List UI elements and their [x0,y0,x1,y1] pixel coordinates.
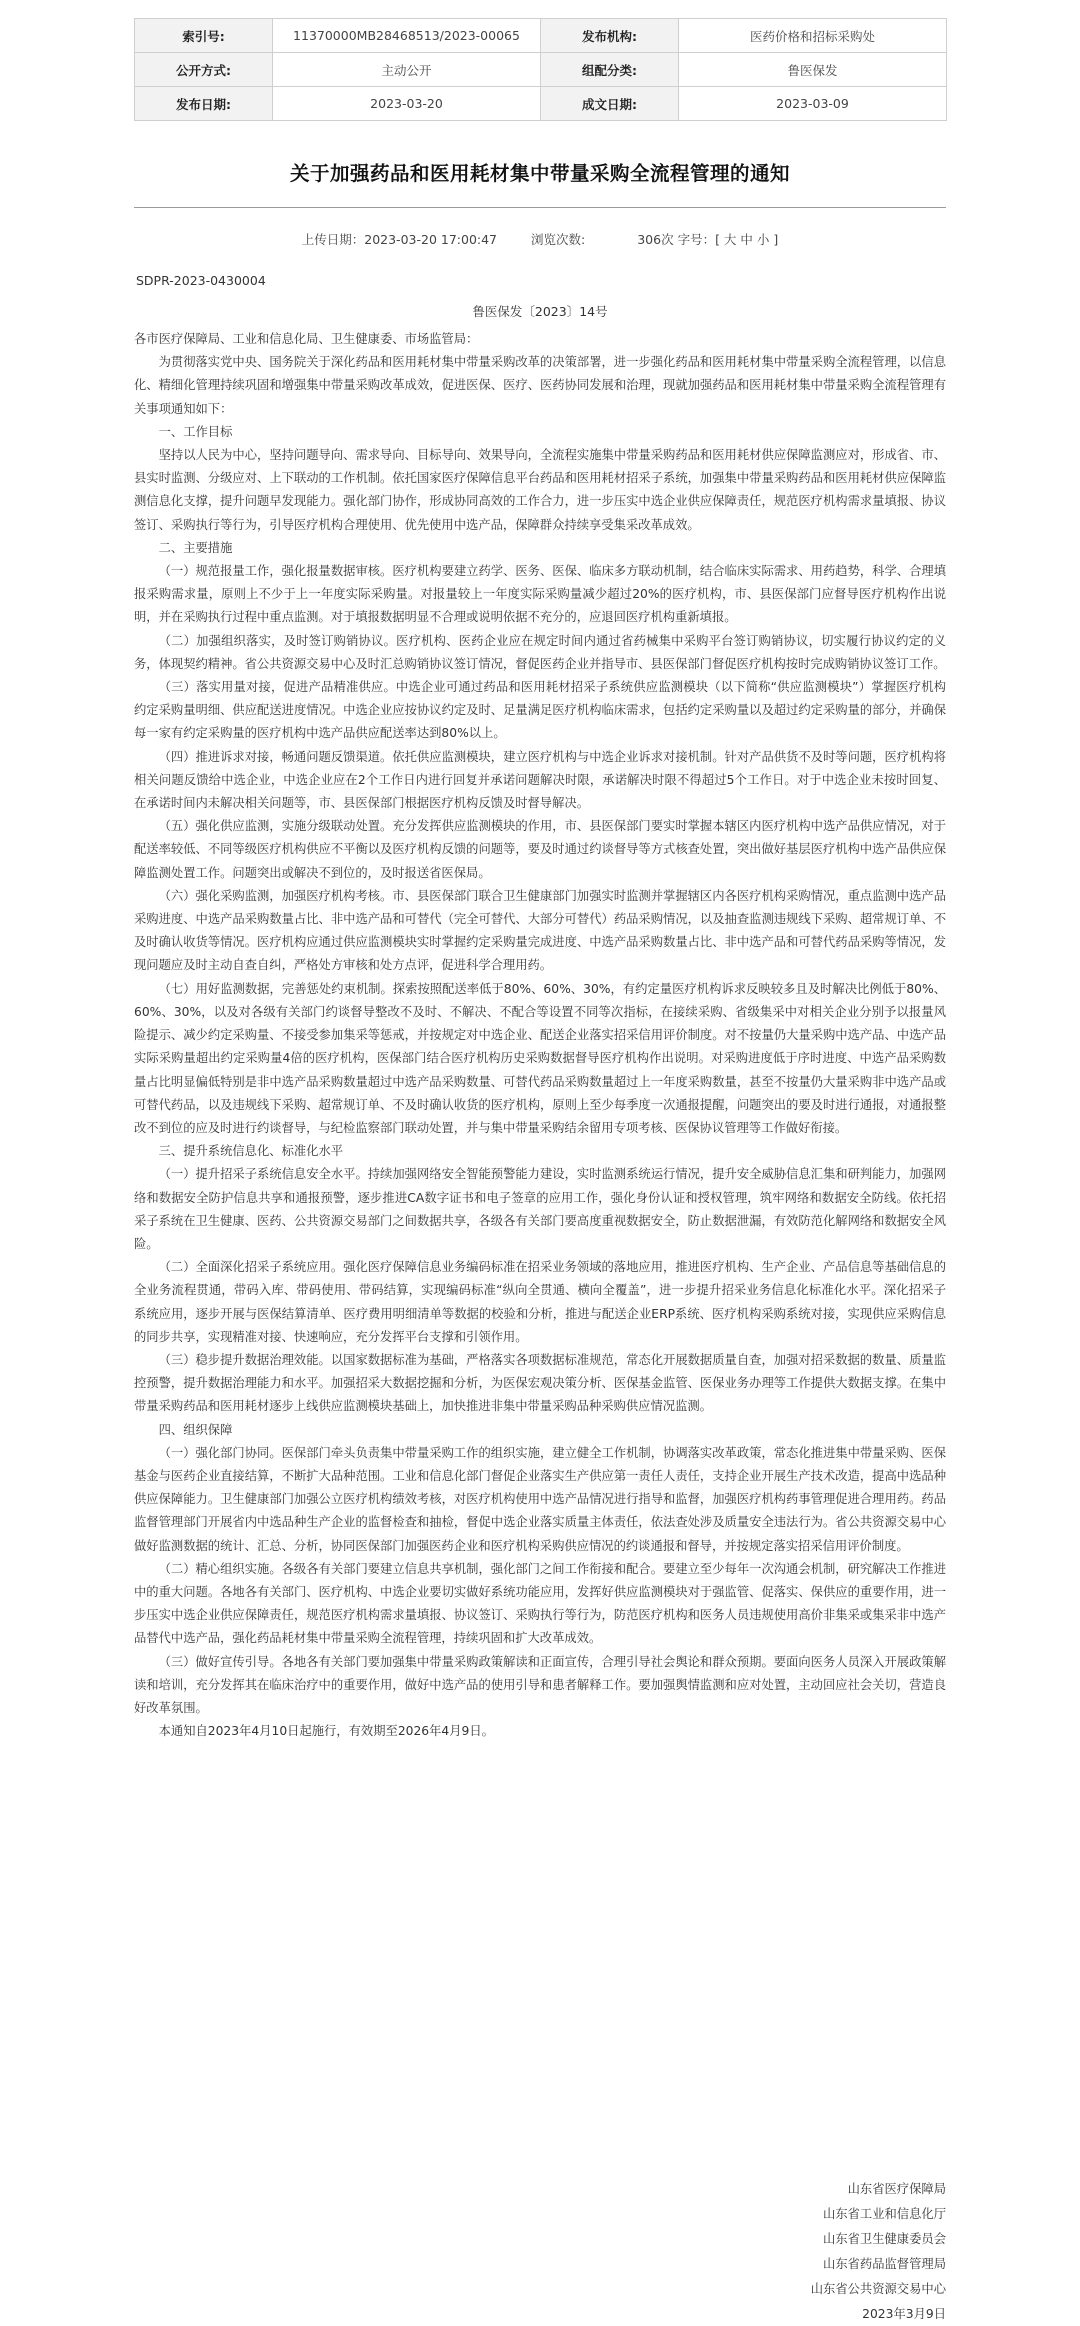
createdate-label: 成文日期: [541,87,679,121]
article-body [134,328,946,1743]
paragraph: （七）用好监测数据，完善惩处约束机制。探索按照配送率低于80%、60%、30%，有约定量医疗机构诉求反映较多且及时解决比例低于80%、60%、30%，以及对各级有关部门约谈督导整改不及时、不解决、不配合等设置不同等次指标，在接续采购、省级集采中对相关企业分别予以报量风险提示、减少约定采购量、不接受参加集采等惩戒，并按规定对中选企业、配送企业落实招采信用评价制度。对不按量仍大量采购中选产品、中选产品实际采购量超出约定采购量4倍的医疗机构，医保部门结合医疗机构历史采购数据督导医疗机构作出说明。对采购进度低于序时进度、中选产品采购数量占比明显偏低特别是非中选产品采购数量超过中选产品采购数量、可替代药品采购数量超过上一年度采购数量，甚至不按量仍大量采购非中选产品或可替代药品，以及违规线下采购、超常规订单、不及时确认收货的医疗机构，原则上至少每季度一次通报提醒，问题突出的要及时进行通报，对通报整改不到位的应及时进行约谈督导，与纪检监察部门联动处置，并与集中带量采购结余留用专项考核、医保协议管理等工作做好衔接。 [134,981,946,1135]
document-code: SDPR-2023-0430004 [136,273,266,288]
views-count: 306次 [637,232,674,247]
views-label: 浏览次数: [531,232,586,247]
createdate-value: 2023-03-09 [679,87,947,121]
paragraph: （三）落实用量对接，促进产品精准供应。中选企业可通过药品和医用耗材招采子系统供应监测模块（以下简称“供应监测模块”）掌握医疗机构约定采购量明细、供应配送进度情况。中选企业应按协议约定及时、足量满足医疗机构临床需求，包括约定采购量以及超过约定采购量的部分，并确保每一家有约定采购量的医疗机构中选产品供应配送率达到80%以上。 [134,680,946,741]
section-heading: 三、提升系统信息化、标准化水平 [158,1144,344,1159]
paragraph: （六）强化采购监测，加强医疗机构考核。市、县医保部门联合卫生健康部门加强实时监测并掌握辖区内各医疗机构采购情况，重点监测中选产品采购进度、中选产品采购数量占比、非中选产品和可替代（完全可替代、大部分可替代）药品采购情况，以及抽查监测违规线下采购、超常规订单、不及时确认收货等情况。医疗机构应通过供应监测模块实时掌握约定采购量完成进度、中选产品采购数量占比、非中选产品和可替代药品采购等情况，发现问题应及时主动自查自纠，严格处方审核和处方点评，促进科学合理用药。 [134,888,946,973]
open-label: 公开方式: [135,53,273,87]
page-title: 关于加强药品和医用耗材集中带量采购全流程管理的通知 [289,162,790,185]
signature-block [811,2177,946,2326]
section-heading: 一、工作目标 [158,424,233,439]
pubdate-label: 发布日期: [135,87,273,121]
section-heading: 二、主要措施 [158,540,233,555]
font-size-switcher[interactable]: 字号：[ 大 中 小 ] [677,232,779,247]
paragraph: （四）推进诉求对接，畅通问题反馈渠道。依托供应监测模块，建立医疗机构与中选企业诉求对接机制。针对产品供货不及时等问题，医疗机构将相关问题反馈给中选企业，中选企业应在2个工作日内进行回复并承诺问题解决时限，承诺解决时限不得超过5个工作日。对于中选企业未按时回复、在承诺时间内未解决相关问题等，市、县医保部门根据医疗机构反馈及时督导解决。 [134,749,946,811]
signatory: 山东省医疗保障局 [847,2182,946,2196]
paragraph: （一）规范报量工作，强化报量数据审核。医疗机构要建立药学、医务、医保、临床多方联动机制，结合临床实际需求、用药趋势，科学、合理填报采购需求量，原则上不少于上一年度实际采购量。对报量较上一年度实际采购量减少超过20%的医疗机构，市、县医保部门应督导医疗机构作出说明，并在采购执行过程中重点监测。对于填报数据明显不合理或说明依据不充分的，应退回医疗机构重新填报。 [134,564,946,625]
paragraph: （二）全面深化招采子系统应用。强化医疗保障信息业务编码标准在招采业务领域的落地应用，推进医疗机构、生产企业、产品信息等基础信息的全业务流程贯通，带码入库、带码使用、带码结算，实现编码标准“纵向全贯通、横向全覆盖”，进一步提升招采业务信息化标准化水平。深化招采子系统应用，逐步开展与医保结算清单、医疗费用明细清单等数据的校验和分析，推进与配送企业ERP系统、医疗机构采购系统对接，实现供应采购信息的同步共享，实现精准对接、快速响应，充分发挥平台支撑和引领作用。 [134,1260,946,1344]
index-label: 索引号: [135,19,273,53]
title-divider [134,207,946,208]
signatory: 山东省卫生健康委员会 [823,2232,946,2246]
paragraph: （三）稳步提升数据治理效能。以国家数据标准为基础，严格落实各项数据标准规范，常态化开展数据质量自查，加强对招采数据的数量、质量监控预警，提升数据治理能力和水平。加强招采大数据挖掘和分析，为医保宏观决策分析、医保基金监管、医保业务办理等工作提供大数据支撑。在集中带量采购药品和医用耗材逐步上线供应监测模块基础上，加快推进非集中带量采购品种采购供应情况监测。 [134,1352,946,1414]
paragraph: 本通知自2023年4月10日起施行，有效期至2026年4月9日。 [158,1724,494,1739]
recipients: 各市医疗保障局、工业和信息化局、卫生健康委、市场监管局： [134,332,479,346]
article-info-bar [134,230,946,248]
paragraph: 为贯彻落实党中央、国务院关于深化药品和医用耗材集中带量采购改革的决策部署，进一步强化药品和医用耗材集中带量采购全流程管理，以信息化、精细化管理持续巩固和增强集中带量采购改革成效，促进医保、医疗、医药协同发展和治理，现就加强药品和医用耗材集中带量采购全流程管理有关事项通知如下： [134,355,946,416]
pubdate-value: 2023-03-20 [273,87,541,121]
category-value: 鲁医保发 [679,53,947,87]
paragraph: （一）强化部门协同。医保部门牵头负责集中带量采购工作的组织实施，建立健全工作机制，协调落实改革政策，常态化推进集中带量采购、医保基金与医药企业直接结算，不断扩大品种范围。工业和信息化部门督促企业落实生产供应第一责任人责任，支持企业开展生产技术改造，提高中选品种供应保障能力。卫生健康部门加强公立医疗机构绩效考核，对医疗机构使用中选产品情况进行指导和监督，加强医疗机构药事管理促进合理用药。药品监督管理部门开展省内中选品种生产企业的监督检查和抽检，督促中选企业落实质量主体责任，依法查处涉及质量安全违法行为。省公共资源交易中心做好监测数据的统计、汇总、分析，协同医保部门加强医药企业和医疗机构采购供应情况的约谈通报和督导，并按规定落实招采信用评价制度。 [134,1445,946,1553]
signatory: 山东省药品监督管理局 [823,2257,946,2271]
paragraph: （二）加强组织落实，及时签订购销协议。医疗机构、医药企业应在规定时间内通过省药械集中采购平台签订购销协议，切实履行协议约定的义务，体现契约精神。省公共资源交易中心及时汇总购销协议签订情况，督促医药企业并指导市、县医保部门督促医疗机构按时完成购销协议签订工作。 [134,633,946,671]
document-number: 鲁医保发〔2023〕14号 [472,304,608,319]
paragraph: 坚持以人民为中心，坚持问题导向、需求导向、目标导向、效果导向，全流程实施集中带量采购药品和医用耗材供应保障监测应对，形成省、市、县实时监测、分级应对、上下联动的工作机制。依托国家医疗保障信息平台药品和医用耗材招采子系统，加强集中带量采购药品和医用耗材供应保障监测信息化支撑，提升问题早发现能力。强化部门协作，形成协同高效的工作合力，进一步压实中选企业供应保障责任，规范医疗机构需求量填报、协议签订、采购执行等行为，引导医疗机构合理使用、优先使用中选产品，保障群众持续享受集采改革成效。 [134,448,946,532]
publisher-value: 医药价格和招标采购处 [679,19,947,53]
open-value: 主动公开 [273,53,541,87]
meta-row [135,87,947,121]
paragraph: （二）精心组织实施。各级各有关部门要建立信息共享机制，强化部门之间工作衔接和配合。要建立至少每年一次沟通会机制，研究解决工作推进中的重大问题。各地各有关部门、医疗机构、中选企业要切实做好系统功能应用，发挥好供应监测模块对于强监管、促落实、保供应的重要作用，进一步压实中选企业供应保障责任，规范医疗机构需求量填报、协议签订、采购执行等行为，防范医疗机构和医务人员违规使用高价非集采或集采非中选产品替代中选产品，强化药品耗材集中带量采购全流程管理，持续巩固和扩大改革成效。 [134,1561,946,1646]
paragraph: （三）做好宣传引导。各地各有关部门要加强集中带量采购政策解读和正面宣传，合理引导社会舆论和群众预期。要面向医务人员深入开展政策解读和培训，充分发挥其在临床治疗中的重要作用，做好中选产品的使用引导和患者解释工作。要加强舆情监测和应对处置，主动回应社会关切，营造良好改革氛围。 [134,1654,946,1715]
meta-row [135,53,947,87]
upload-date: 上传日期：2023-03-20 17:00:47 [301,232,498,247]
section-heading: 四、组织保障 [158,1422,233,1437]
category-label: 组配分类: [541,53,679,87]
document-meta-table [134,18,947,121]
paragraph: （一）提升招采子系统信息安全水平。持续加强网络安全智能预警能力建设，实时监测系统运行情况，提升安全威胁信息汇集和研判能力，加强网络和数据安全防护信息共享和通报预警，逐步推进CA数字证书和电子签章的应用工作，强化身份认证和授权管理，筑牢网络和数据安全防线。依托招采子系统在卫生健康、医药、公共资源交易部门之间数据共享，各级各有关部门要高度重视数据安全，防止数据泄漏，有效防范化解网络和数据安全风险。 [134,1167,946,1251]
index-value: 11370000MB28468513/2023-00065 [273,19,541,53]
paragraph: （五）强化供应监测，实施分级联动处置。充分发挥供应监测模块的作用，市、县医保部门要实时掌握本辖区内医疗机构中选产品供应情况，对于配送率较低、不同等级医疗机构供应不平衡以及医疗机构反馈的问题等，要及时通过约谈督导等方式核查处置，突出做好基层医疗机构中选产品供应保障监测处置工作。问题突出或解决不到位的，及时报送省医保局。 [134,819,946,880]
signatory: 山东省公共资源交易中心 [810,2282,946,2296]
paragraph-list [134,351,946,1743]
signatory: 山东省工业和信息化厅 [823,2207,946,2221]
meta-row [135,19,947,53]
publisher-label: 发布机构: [541,19,679,53]
signature-date: 2023年3月9日 [862,2307,946,2321]
